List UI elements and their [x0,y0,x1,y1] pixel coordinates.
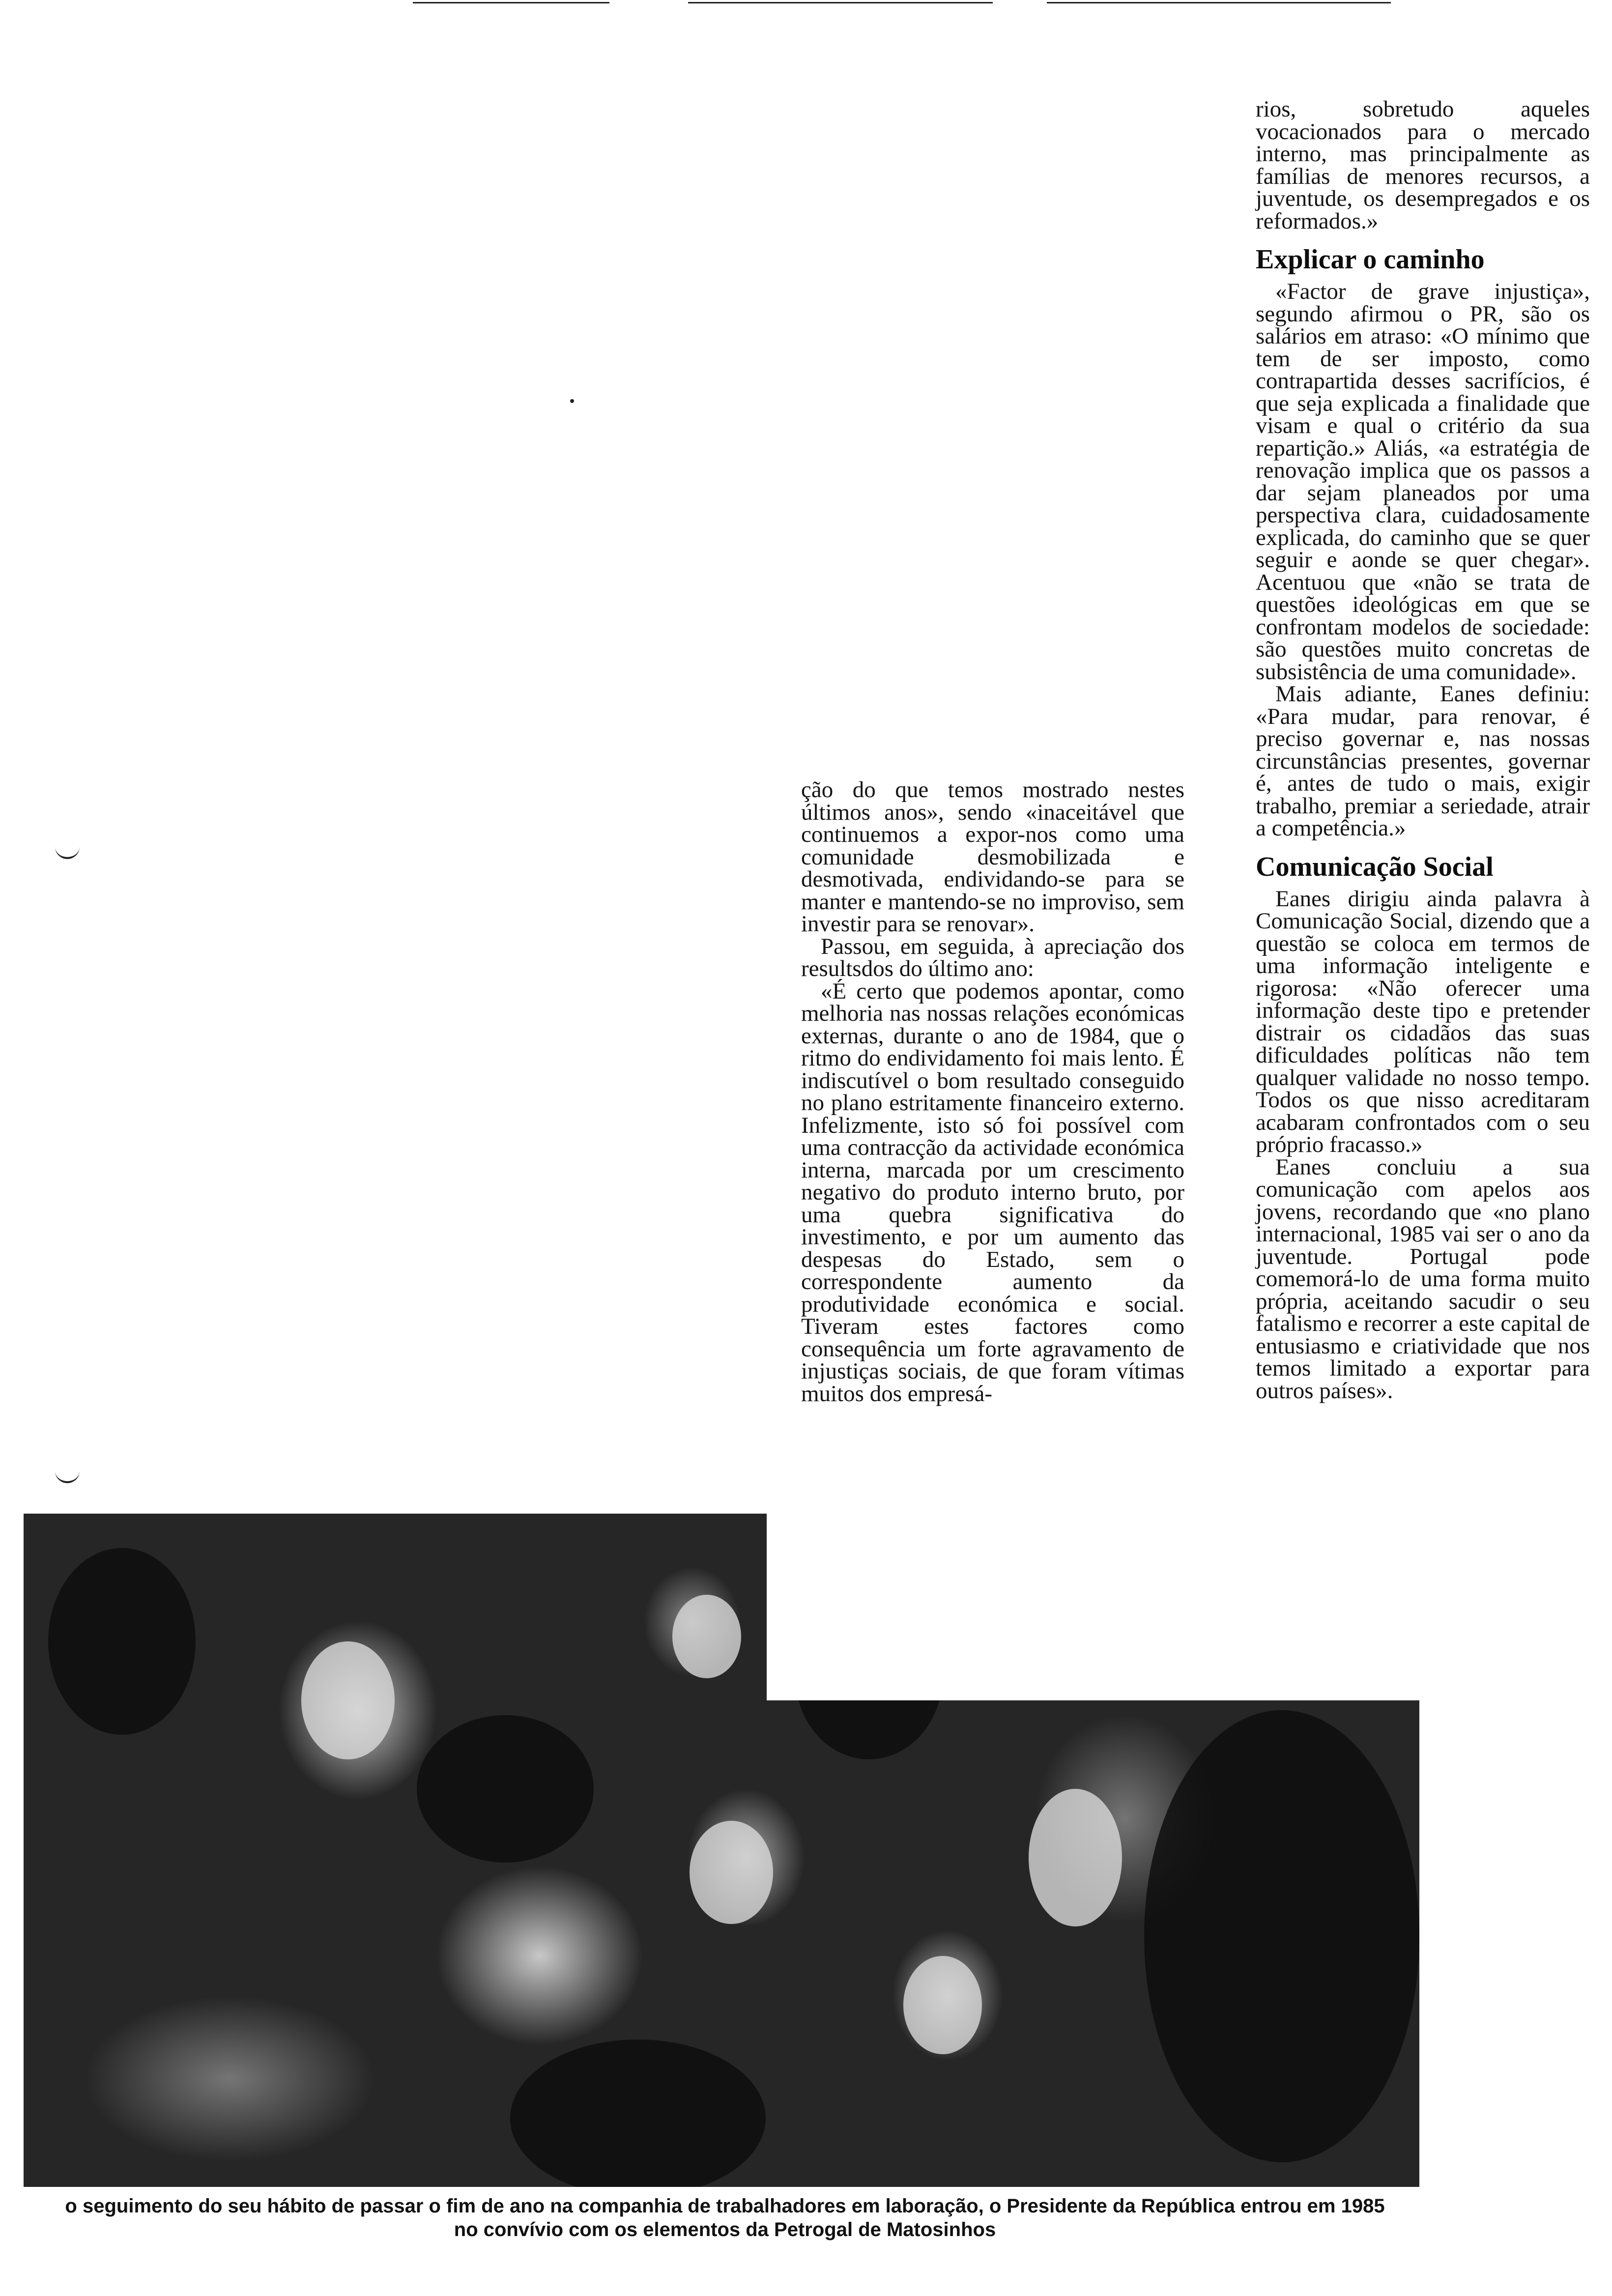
print-mark [55,844,80,859]
section-heading-explicar: Explicar o caminho [1256,244,1485,275]
right-paragraph-4: Eanes concluiu a sua comunicação com apelos aos jovens, recordando que «no plano internacional, 1985 vai ser o ano da juventude. Portugal pode comemorá-lo de uma forma muito própria, aceitando sacudir o seu fatalismo e recorrer a este capital de entusiasmo e criatividade que nos temos limitado a exportar para outros países». [1256,1154,1590,1404]
print-speck [570,399,574,403]
middle-column [801,779,1184,1405]
middle-paragraph-1: ção do que temos mostrado nestes últimos anos», sendo «inaceitável que continuemos a expor-nos como uma comunidade desmobilizada e desmotivada, endividando-se para se manter e mantendo-se no improviso, sem investir para se renovar». [801,777,1184,937]
caption-line-1: o seguimento do seu hábito de passar o fim de ano na companhia de trabalhadores em laboração, o Presidente da República entrou em 1985 [65,2195,1385,2217]
right-intro-paragraph: rios, sobretudo aqueles vocacionados para o mercado interno, mas principalmente as famílias de menores recursos, a juventude, os desempregados e os reformados.» [1256,96,1590,234]
right-paragraph-3: Eanes dirigiu ainda palavra à Comunicação Social, dizendo que a questão se coloca em termos de uma informação inteligente e rigorosa: «Não oferecer uma informação deste tipo e pretender distrair os cidadãos das suas dificuldades políticas não tem qualquer validade no nosso tempo. Todos os que nisso acreditaram acabaram confrontados com o seu próprio fracasso.» [1256,886,1590,1157]
top-rule-3 [1047,2,1391,3]
print-mark [55,1468,80,1483]
right-column [1256,98,1590,1402]
photo-cutout-for-text [767,1514,1425,1700]
caption-line-2: no convívio com os elementos da Petrogal de Matosinhos [454,2219,996,2240]
top-rule-1 [413,2,609,3]
middle-paragraph-3: «É certo que podemos apontar, como melhoria nas nossas relações económicas externas, durante o ano de 1984, que o ritmo do endividamento foi mais lento. É indiscutível o bom resultado conseguido no plano estritamente financeiro externo. Infelizmente, isto só foi possível com uma contracção da actividade económica interna, marcada por um crescimento negativo do produto interno bruto, por uma quebra significativa do investimento, e por um aumento das despesas do Estado, sem o correspondente aumento da produtividade económica e social. Tiveram estes factores como consequência um forte agravamento de injustiças sociais, de que foram vítimas muitos dos empresá- [801,978,1184,1406]
photo-caption [0,2194,1450,2241]
section-heading-comunicacao: Comunicação Social [1256,851,1494,882]
middle-paragraph-2: Passou, em seguida, à apreciação dos resultsdos do último ano: [801,933,1184,981]
right-paragraph-2: Mais adiante, Eanes definiu: «Para mudar, para renovar, é preciso governar e, nas nossas circunstâncias presentes, governar é, antes de tudo o mais, exigir trabalho, premiar a seriedade, atrair a competência.» [1256,681,1590,841]
right-paragraph-1: «Factor de grave injustiça», segundo afirmou o PR, são os salários em atraso: «O mínimo que tem de ser imposto, como contrapartida desses sacrifícios, é que seja explicada a finalidade que visam e qual o critério da sua repartição.» Aliás, «a estratégia de renovação implica que os passos a dar sejam planeados por uma perspectiva clara, cuidadosamente explicada, do caminho que se quer seguir e aonde se quer chegar». Acentuou que «não se trata de questões ideológicas em que se confrontam modelos de sociedade: são questões muito concretas de subsistência de uma comunidade». [1256,279,1590,685]
top-rule-2 [688,2,993,3]
